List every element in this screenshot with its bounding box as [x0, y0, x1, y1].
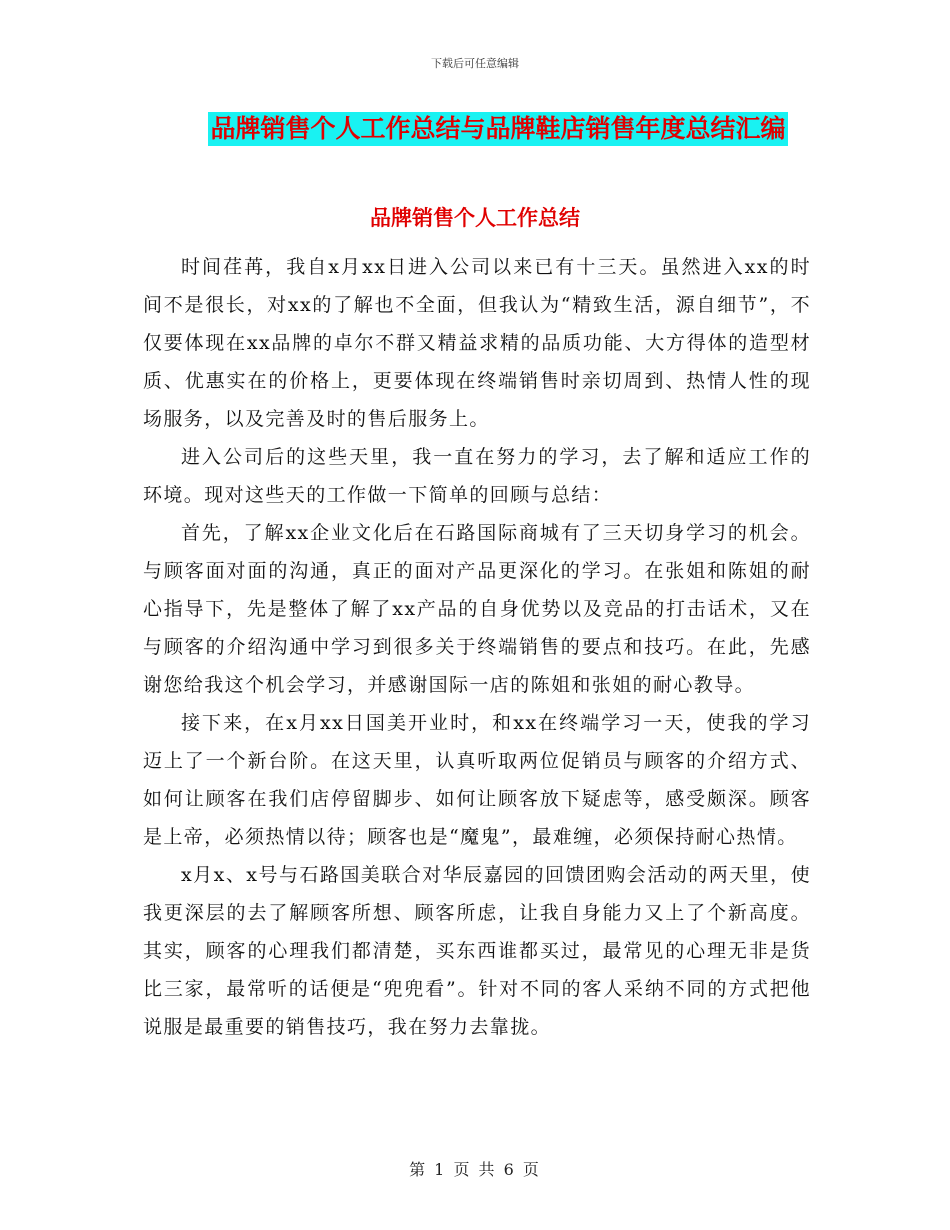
document-body [143, 248, 811, 1046]
section-title: 品牌销售个人工作总结 [370, 206, 580, 230]
paragraph-5: x月x、x号与石路国美联合对华辰嘉园的回馈团购会活动的两天里，使我更深层的去了解顾客所想、顾客所虑，让我自身能力又上了个新高度。其实，顾客的心理我们都清楚，买东西谁都买过，最常见的心理无非是货比三家，最常听的话便是“兜兜看”。针对不同的客人采纳不同的方式把他说服是最重要的销售技巧，我在努力去靠拢。 [143, 864, 811, 1038]
header-note: 下载后可任意编辑 [431, 57, 519, 70]
paragraph-4: 接下来，在x月xx日国美开业时，和xx在终端学习一天，使我的学习迈上了一个新台阶。在这天里，认真听取两位促销员与顾客的介绍方式、如何让顾客在我们店停留脚步、如何让顾客放下疑虑等，感受颇深。顾客是上帝，必须热情以待；顾客也是“魔鬼”，最难缠，必须保持耐心热情。 [143, 712, 811, 848]
document-title-wrapper [0, 112, 950, 146]
page-number-footer: 第 1 页 共 6 页 [409, 1160, 541, 1179]
paragraph-3: 首先，了解xx企业文化后在石路国际商城有了三天切身学习的机会。与顾客面对面的沟通，真正的面对产品更深化的学习。在张姐和陈姐的耐心指导下，先是整体了解了xx产品的自身优势以及竞品的打击话术，又在与顾客的介绍沟通中学习到很多关于终端销售的要点和技巧。在此，先感谢您给我这个机会学习，并感谢国际一店的陈姐和张姐的耐心教导。 [143, 522, 811, 696]
paragraph-2: 进入公司后的这些天里，我一直在努力的学习，去了解和适应工作的环境。现对这些天的工作做一下简单的回顾与总结： [143, 446, 811, 506]
document-title: 品牌销售个人工作总结与品牌鞋店销售年度总结汇编 [208, 112, 787, 146]
paragraph-1: 时间荏苒，我自x月xx日进入公司以来已有十三天。虽然进入xx的时间不是很长，对xx的了解也不全面，但我认为“精致生活，源自细节”，不仅要体现在xx品牌的卓尔不群又精益求精的品质功能、大方得体的造型材质、优惠实在的价格上，更要体现在终端销售时亲切周到、热情人性的现场服务，以及完善及时的售后服务上。 [143, 256, 811, 430]
